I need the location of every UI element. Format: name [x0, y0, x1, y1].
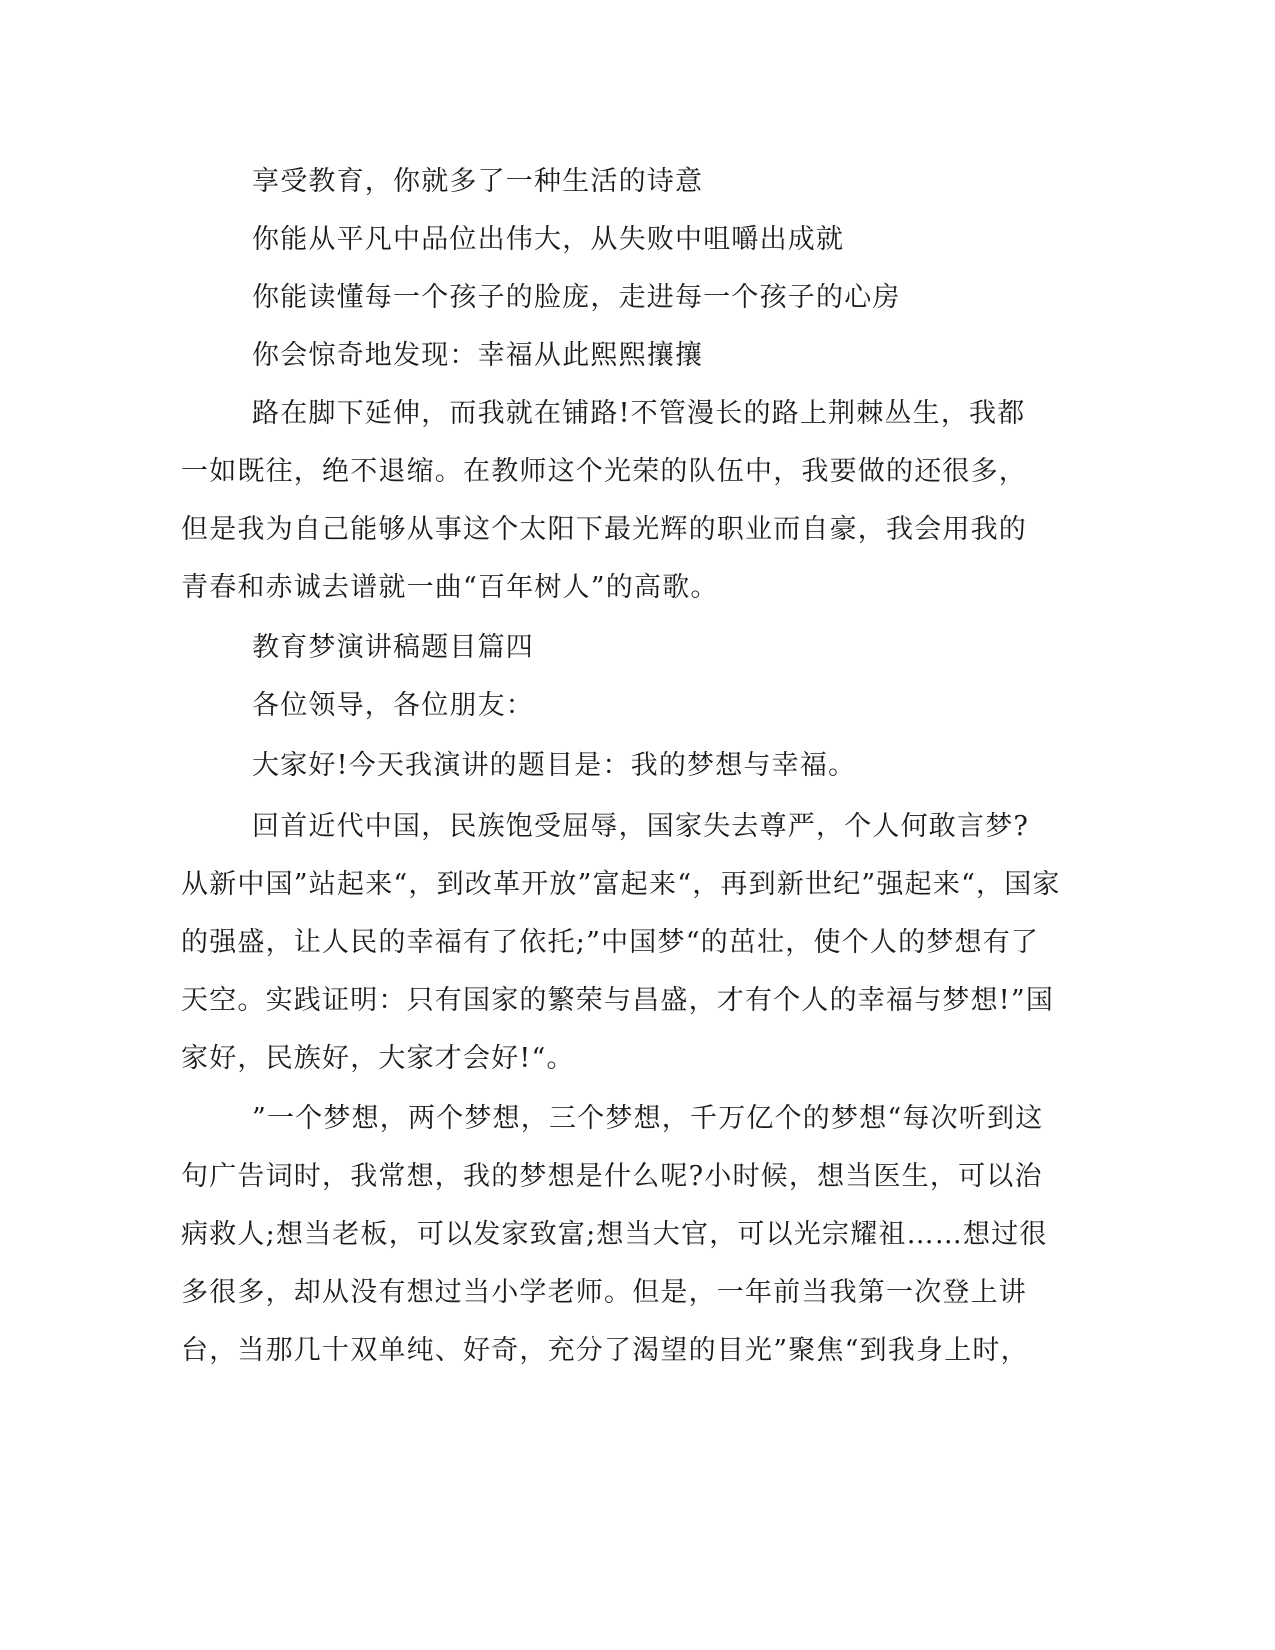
- paragraph-line: 的强盛，让人民的幸福有了依托;”中国梦“的茁壮，使个人的梦想有了: [181, 927, 1040, 958]
- paragraph-line: 一如既往，绝不退缩。在教师这个光荣的队伍中，我要做的还很多，: [181, 456, 1027, 487]
- paragraph-line: ”一个梦想，两个梦想，三个梦想，千万亿个的梦想“每次听到这: [252, 1103, 1044, 1134]
- paragraph-line: 天空。实践证明：只有国家的繁荣与昌盛，才有个人的幸福与梦想!”国: [181, 985, 1055, 1016]
- poem-line-3: 你能读懂每一个孩子的脸庞，走进每一个孩子的心房: [252, 282, 901, 313]
- paragraph-line: 病救人;想当老板，可以发家致富;想当大官，可以光宗耀祖……想过很: [181, 1219, 1048, 1250]
- paragraph-line: 青春和赤诚去谱就一曲“百年树人”的高歌。: [181, 572, 719, 603]
- paragraph-line: 回首近代中国，民族饱受屈辱，国家失去尊严，个人何敢言梦?: [252, 811, 1030, 842]
- paragraph-line: 从新中国”站起来“，到改革开放”富起来“，再到新世纪”强起来“，国家: [181, 869, 1061, 900]
- paragraph-line: 路在脚下延伸，而我就在铺路!不管漫长的路上荆棘丛生，我都: [252, 398, 1026, 429]
- paragraph-line: 家好，民族好，大家才会好!“。: [181, 1043, 575, 1074]
- poem-line-1: 享受教育，你就多了一种生活的诗意: [252, 166, 704, 197]
- salutation: 各位领导，各位朋友：: [252, 690, 534, 721]
- greeting-line: 大家好!今天我演讲的题目是：我的梦想与幸福。: [252, 750, 857, 781]
- poem-line-2: 你能从平凡中品位出伟大，从失败中咀嚼出成就: [252, 224, 845, 255]
- section-heading: 教育梦演讲稿题目篇四: [252, 632, 534, 663]
- poem-line-4: 你会惊奇地发现：幸福从此熙熙攘攘: [252, 340, 704, 371]
- paragraph-line: 但是我为自己能够从事这个太阳下最光辉的职业而自豪，我会用我的: [181, 514, 1027, 545]
- paragraph-line: 台，当那几十双单纯、好奇，充分了渴望的目光”聚焦“到我身上时，: [181, 1335, 1029, 1366]
- paragraph-line: 句广告词时，我常想，我的梦想是什么呢?小时候，想当医生，可以治: [181, 1161, 1043, 1192]
- paragraph-line: 多很多，却从没有想过当小学老师。但是，一年前当我第一次登上讲: [181, 1277, 1027, 1308]
